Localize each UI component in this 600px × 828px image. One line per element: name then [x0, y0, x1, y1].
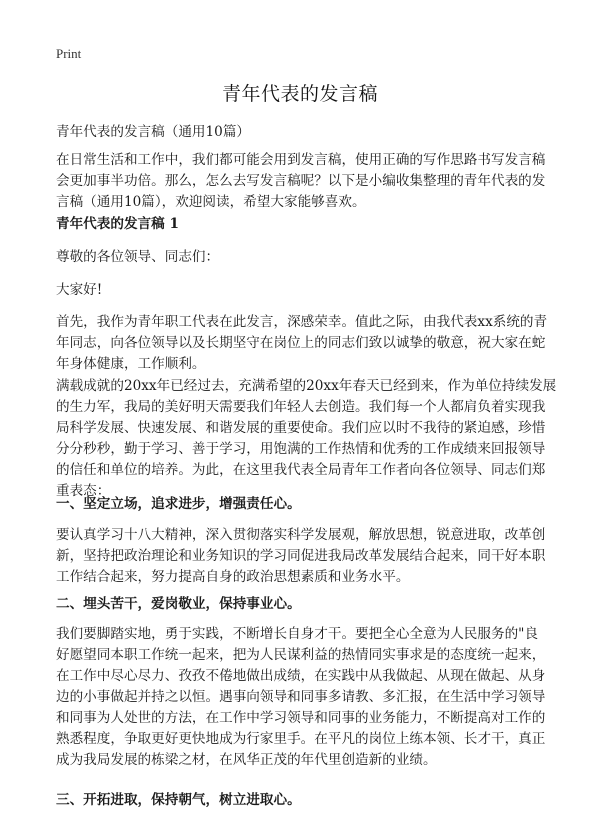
- paragraph-line: 熟悉程度，争取更好更快地成为行家里手。在平凡的岗位上练本领、长才干，真正: [56, 731, 546, 747]
- paragraph-3: [56, 525, 554, 588]
- document-subtitle: [56, 122, 554, 143]
- paragraph-line: 要认真学习十八大精神，深入贯彻落实科学发展观，解放思想，锐意进取，改革创: [56, 527, 546, 543]
- paragraph-line: 成为我局发展的栋梁之材，在风华正茂的年代里创造新的业绩。: [56, 752, 437, 768]
- paragraph-2: [56, 376, 557, 502]
- subtitle-line: 青年代表的发言稿（通用10篇）: [56, 124, 251, 140]
- heading-2: [56, 594, 554, 615]
- paragraph-line: 的生力军，我局的美好明天需要我们年轻人去创造。我们每一个人都肩负着实现我: [56, 399, 546, 415]
- heading-1: [56, 494, 554, 515]
- paragraph-line: 和同事为人处世的方法，在工作中学习领导和同事的业务能力，不断提高对工作的: [56, 710, 546, 726]
- heading-text: 三、开拓进取，保持朝气，树立进取心。: [56, 792, 301, 808]
- paragraph-line: 的信任和单位的培养。为此，在这里我代表全局青年工作者向各位领导、同志们郑: [56, 462, 546, 478]
- greeting: [56, 247, 554, 268]
- paragraph-1: [56, 312, 554, 375]
- paragraph-line: 分分秒秒，勤于学习、善于学习，用饱满的工作热情和优秀的工作成绩来回报领导: [56, 441, 546, 457]
- paragraph-line: 好愿望同本职工作统一起来，把为人民谋利益的热情同实事求是的态度统一起来，: [56, 647, 546, 663]
- paragraph-line: 满载成就的20xx年已经过去，充满希望的20xx年春天已经到来，作为单位持续发展: [56, 378, 557, 394]
- paragraph-line: 会更加事半功倍。那么，怎么去写发言稿呢？以下是小编收集整理的青年代表的发: [56, 173, 546, 189]
- page-title: 青年代表的发言稿: [221, 83, 378, 105]
- section-heading-text: 青年代表的发言稿 1: [56, 216, 179, 232]
- print-label: Print: [56, 46, 82, 61]
- heading-text: 一、坚定立场，追求进步，增强责任心。: [56, 496, 301, 512]
- hello-text: 大家好!: [56, 282, 103, 298]
- paragraph-line: 年身体健康，工作顺利。: [56, 356, 206, 372]
- paragraph-line: 工作结合起来，努力提高自身的政治思想素质和业务水平。: [56, 569, 410, 585]
- greeting-text: 尊敬的各位领导、同志们：: [56, 249, 220, 265]
- paragraph-line: 言稿（通用10篇），欢迎阅读，希望大家能够喜欢。: [56, 194, 366, 210]
- paragraph-line: 在日常生活和工作中，我们都可能会用到发言稿，使用正确的写作思路书写发言稿: [56, 152, 546, 168]
- paragraph-line: 重表态：: [56, 483, 111, 499]
- paragraph-line: 年同志，向各位领导以及长期坚守在岗位上的同志们致以诚挚的敬意，祝大家在蛇: [56, 335, 546, 351]
- heading-3: [56, 790, 554, 811]
- paragraph-line: 我们要脚踏实地，勇于实践，不断增长自身才干。要把全心全意为人民服务的"良: [56, 626, 539, 642]
- paragraph-line: 在工作中尽心尽力、孜孜不倦地做出成绩，在实践中从我做起、从现在做起、从身: [56, 668, 546, 684]
- paragraph-line: 局科学发展、快速发展、和谐发展的重要使命。我们应以时不我待的紧迫感，珍惜: [56, 420, 546, 436]
- paragraph-line: 新，坚持把政治理论和业务知识的学习同促进我局改革发展结合起来，同干好本职: [56, 548, 546, 564]
- paragraph-line: 边的小事做起并持之以恒。遇事向领导和同事多请教、多汇报，在生活中学习领导: [56, 689, 546, 705]
- heading-text: 二、埋头苦干，爱岗敬业，保持事业心。: [56, 596, 301, 612]
- section-heading: [56, 214, 554, 235]
- intro-paragraph: [56, 150, 554, 213]
- paragraph-4: [56, 624, 554, 771]
- hello: [56, 280, 554, 301]
- paragraph-line: 首先，我作为青年职工代表在此发言，深感荣幸。值此之际，由我代表xx系统的青: [56, 314, 548, 330]
